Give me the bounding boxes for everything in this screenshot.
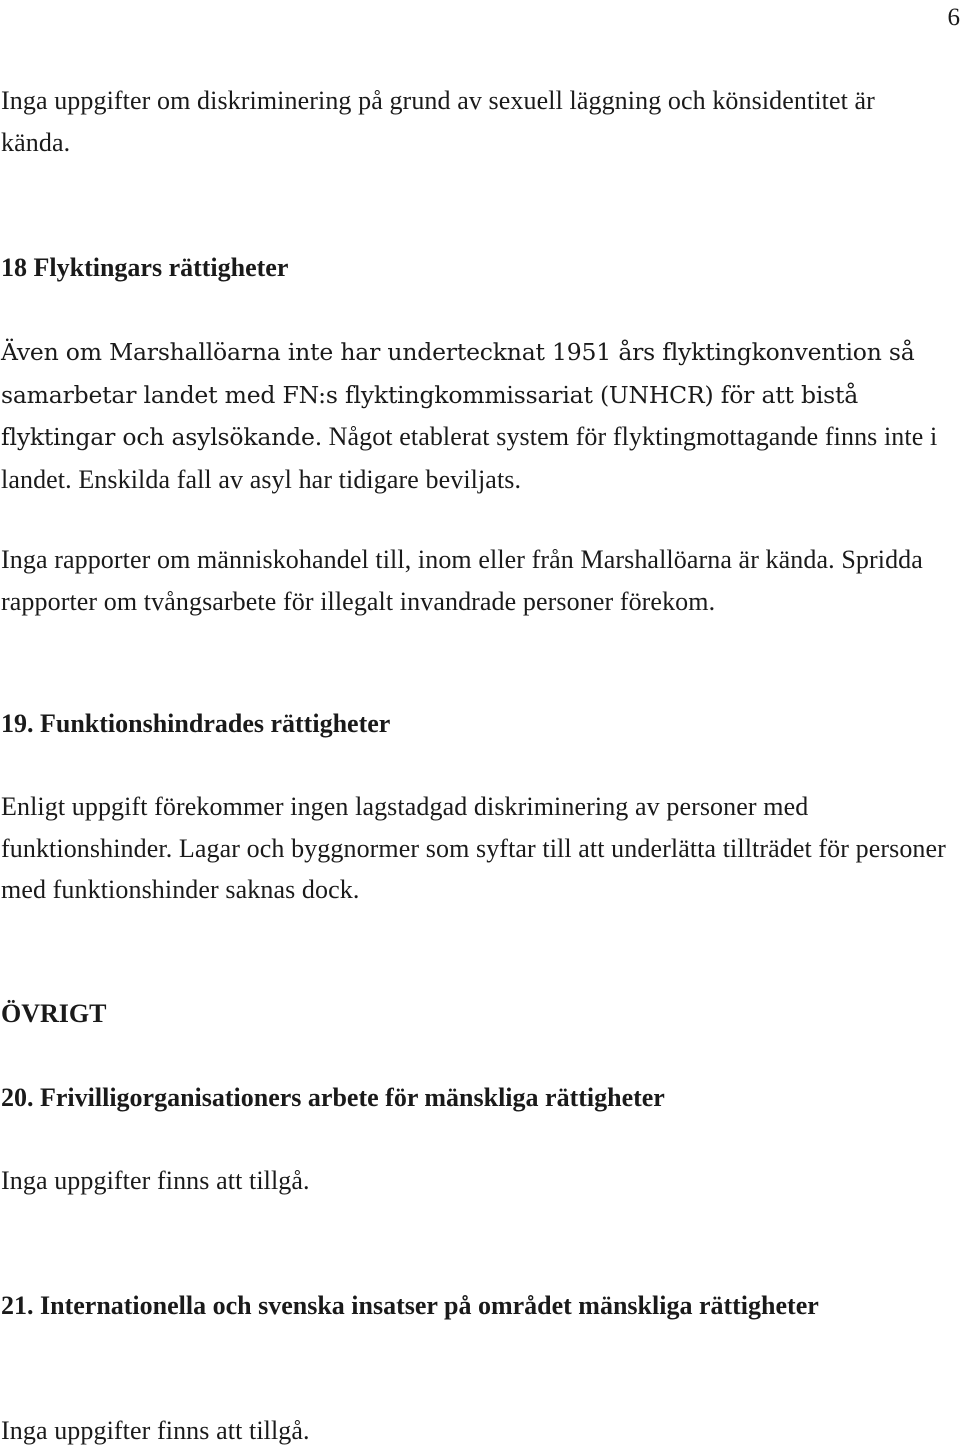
section-21-paragraph: Inga uppgifter finns att tillgå. — [1, 1410, 946, 1452]
ovrigt-heading: ÖVRIGT — [1, 993, 946, 1034]
section-18-paragraph-1 — [1, 331, 946, 500]
section-19-paragraph: Enligt uppgift förekommer ingen lagstadgad diskriminering av personer med funktionshinder. Lagar och byggnormer som syftar till att underlätta tillträdet för personer med funktionshinder saknas dock. — [1, 786, 946, 911]
section-18-paragraph-1-part-2: Något etablerat system för flyktingmottagande finns inte i landet. Enskilda fall av asyl har tidigare beviljats. — [1, 422, 937, 494]
section-20-paragraph: Inga uppgifter finns att tillgå. — [1, 1160, 946, 1202]
page-number: 6 — [948, 4, 960, 32]
section-19-heading: 19. Funktionshindrades rättigheter — [1, 703, 946, 744]
section-20-heading: 20. Frivilligorganisationers arbete för mänskliga rättigheter — [1, 1077, 946, 1118]
intro-paragraph: Inga uppgifter om diskriminering på grund av sexuell läggning och könsidentitet är kända. — [1, 80, 946, 163]
section-21-heading: 21. Internationella och svenska insatser på området mänskliga rättigheter — [1, 1285, 841, 1326]
section-18-paragraph-1-part-1: Även om Marshallöarna inte har undertecknat 1951 års flyktingkonvention så samarbetar landet med FN:s flyktingkommissariat (UNHCR) för att bistå flyktingar och asylsökande. — [1, 338, 915, 451]
section-18-heading: 18 Flyktingars rättigheter — [1, 247, 946, 288]
section-18-paragraph-2: Inga rapporter om människohandel till, inom eller från Marshallöarna är kända. Spridda rapporter om tvångsarbete för illegalt invandrade personer förekom. — [1, 539, 946, 622]
